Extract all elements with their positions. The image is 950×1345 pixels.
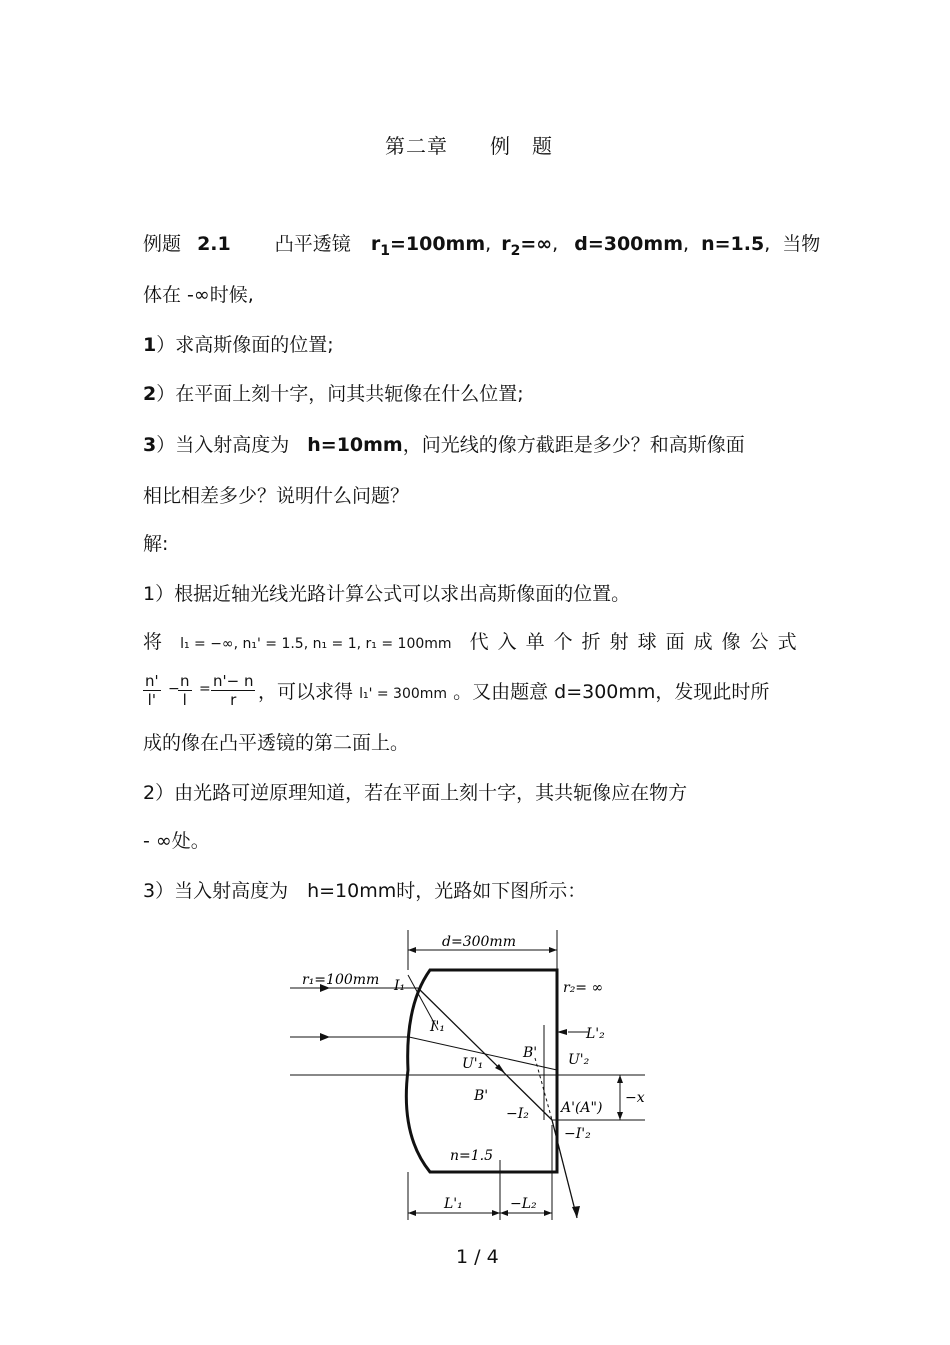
diagram-minus-x-label: −x xyxy=(625,1090,645,1106)
lens-type: 凸平透镜 xyxy=(274,233,351,255)
formula-term-1: $\frac{n'}{l'}$ xyxy=(145,672,159,709)
problem-tail: 当物 xyxy=(782,233,821,255)
diagram-L1p-label: L'₁ xyxy=(444,1196,463,1212)
formula-term-2: $\frac{n}{l}$ xyxy=(180,672,190,709)
diagram-U1p-label: U'₁ xyxy=(462,1056,484,1072)
r2-value: $r_2=\infty$ xyxy=(501,233,553,259)
question-2: 2）在平面上刻十字，问其共轭像在什么位置; xyxy=(143,383,524,405)
formula-equals: = xyxy=(199,681,211,697)
diagram-A-label: A'(A") xyxy=(561,1100,603,1116)
diagram-minus-I2-label: −I₂ xyxy=(506,1106,529,1122)
solution-step-1-result: ，可以求得 l₁' = 300mm 。又由题意 d=300mm，发现此时所 xyxy=(258,681,770,703)
page-title: 第二章 例 题 xyxy=(385,134,553,158)
solution-step-2: 2）由光路可逆原理知道，若在平面上刻十字，其共轭像应在物方 xyxy=(143,782,688,804)
solution-step-1-line-3: 成的像在凸平透镜的第二面上。 xyxy=(143,732,410,754)
solution-step-2-line-2: - ∞处。 xyxy=(143,830,210,852)
diagram-L2p-label: L'₂ xyxy=(586,1026,605,1042)
problem-line-2: 体在 -∞时候, xyxy=(143,284,254,306)
formula-minus: − xyxy=(168,681,180,697)
diagram-Bp-low-label: B' xyxy=(474,1088,489,1104)
solution-step-1-line-2: 将 l₁ = −∞, n₁' = 1.5, n₁ = 1, r₁ = 100mm 代入单个折射球面成像公式 xyxy=(143,631,806,653)
question-1: 1）求高斯像面的位置; xyxy=(143,334,334,356)
diagram-minus-I2p-label: −I'₂ xyxy=(564,1126,591,1142)
problem-line-1: 例题 2.1 凸平透镜 $r_1=100mm$, $r_2=\infty$, d=300mm, n=1.5, 当物 xyxy=(143,233,821,259)
d-dimension-label: d=300mm xyxy=(442,934,516,950)
n-value: n=1.5 xyxy=(701,233,765,255)
formula-term-3: $\frac{n'- n}{r}$ xyxy=(213,672,254,709)
diagram-n-label: n=1.5 xyxy=(450,1148,494,1164)
diagram-U2p-label: U'₂ xyxy=(568,1052,590,1068)
question-3-line-2: 相比相差多少？说明什么问题？ xyxy=(143,485,410,507)
problem-prefix: 例题 xyxy=(143,233,182,255)
diagram-r2-label: r₂= ∞ xyxy=(563,980,604,996)
solution-step-3: 3）当入射高度为 h=10mm时，光路如下图所示： xyxy=(143,880,587,902)
d-value: d=300mm xyxy=(574,233,683,255)
diagram-minus-L2-label: −L₂ xyxy=(510,1196,537,1212)
question-3: 3）当入射高度为 h=10mm，问光线的像方截距是多少？和高斯像面 xyxy=(143,434,745,456)
solution-step-1: 1）根据近轴光线光路计算公式可以求出高斯像面的位置。 xyxy=(143,583,631,605)
solution-label: 解: xyxy=(143,533,169,555)
diagram-I1p-label: I'₁ xyxy=(430,1019,445,1035)
lens-ray-diagram xyxy=(290,920,660,1230)
problem-number: 2.1 xyxy=(197,233,231,255)
diagram-Bp-top-label: B' xyxy=(523,1045,538,1061)
diagram-r1-label: r₁=100mm xyxy=(302,972,380,988)
page-number: 1 / 4 xyxy=(456,1246,499,1268)
r1-value: $r_1=100mm$ xyxy=(370,233,486,259)
diagram-I1-label: I₁ xyxy=(394,978,406,994)
